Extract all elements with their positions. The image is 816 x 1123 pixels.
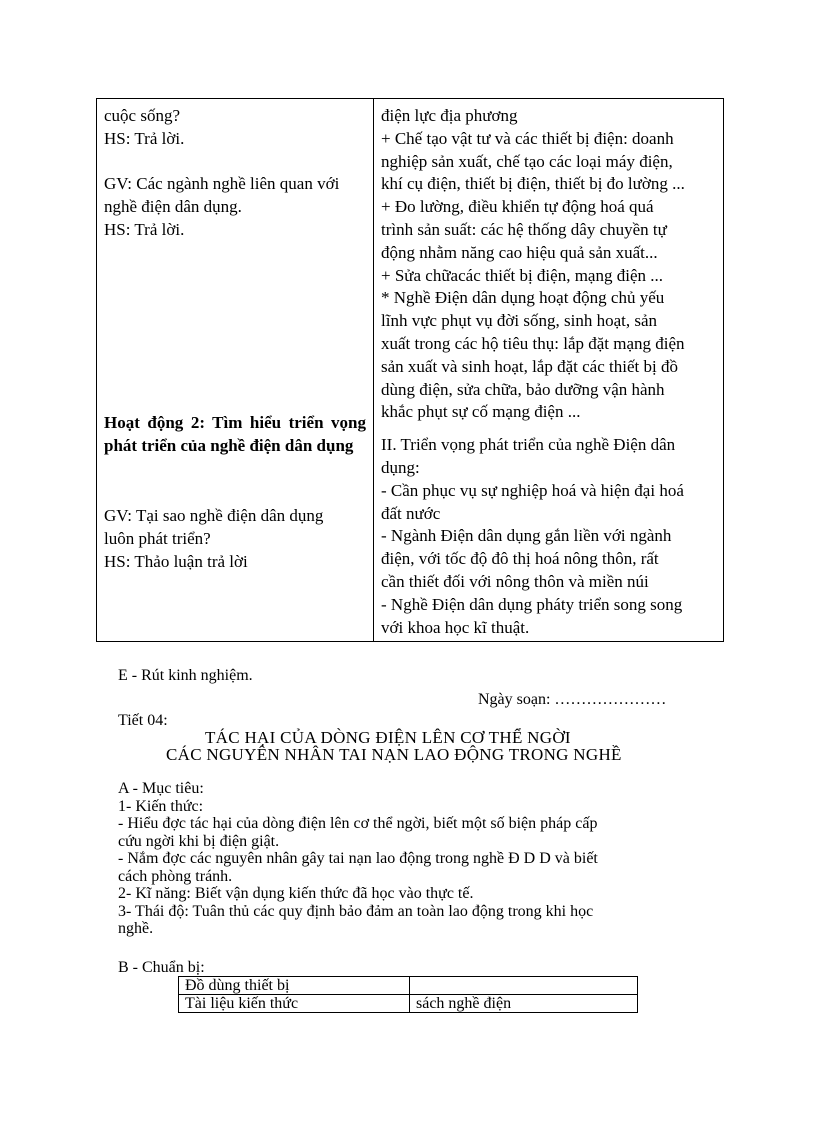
left-line: GV: Tại sao nghề điện dân dụng [104,506,324,526]
right-line: dụng: [381,457,420,477]
section-e-heading: E - Rút kinh nghiệm. [118,667,253,684]
lesson-activity-table [96,98,724,642]
knowledge-heading: 1- Kiến thức: [118,797,204,815]
objectives-block [118,780,708,938]
prep-cell [410,977,638,995]
right-line: + Đo lường, điều khiển tự động hoá quá [381,197,654,217]
prep-cell: Đồ dùng thiết bị [179,977,410,995]
objective-line: nghề. [118,920,154,937]
right-line: trình sản suất: các hệ thống dây chuyền tự [381,219,667,239]
right-line: * Nghề Điện dân dụng hoạt động chủ yếu [381,288,665,308]
left-line: HS: Trả lời. [104,219,185,239]
objective-line: - Hiểu đợc tác hại của dòng điện lên cơ thể ngời, biết một số biện pháp cấp [118,815,598,832]
content-column [374,99,724,642]
right-line: - Ngành Điện dân dụng gắn liền với ngành [381,526,672,546]
left-line: HS: Thảo luận trả lời [104,551,248,571]
objective-line: - Nắm đợc các nguyên nhân gây tai nạn lao động trong nghề Đ D D và biết [118,850,598,867]
right-line: động nhằm năng cao hiệu quả sản xuất... [381,242,658,262]
right-line: lĩnh vực phụt vụ đời sống, sinh hoạt, sản [381,311,658,331]
section-ii-heading: II. Triển vọng phát triển của nghề Điện dân [381,435,676,455]
date-line: Ngày soạn: ………………… [478,691,667,708]
right-line: sản xuất và sinh hoạt, lắp đặt các thiết bị đồ [381,356,678,376]
left-line: cuộc sống? [104,106,181,125]
left-line: HS: Trả lời. [104,128,185,148]
right-line: dùng điện, sửa chữa, bảo dưỡng vận hành [381,379,665,399]
right-line: xuất trong các hộ tiêu thụ: lắp đặt mạng điện [381,333,685,353]
right-line: đất nước [381,503,441,523]
attitude-line: 3- Thái độ: Tuân thủ các quy định bảo đảm an toàn lao động trong khi học [118,902,594,920]
right-line: - Cần phục vụ sự nghiệp hoá và hiện đại hoá [381,480,684,500]
table-row [179,977,638,995]
prep-cell: sách nghề điện [410,995,638,1013]
right-line: nghiệp sản xuất, chế tạo các loại máy điện, [381,151,673,171]
objective-line: cách phòng tránh. [118,867,233,885]
preparation-table [178,976,638,1013]
right-line: - Nghề Điện dân dụng pháty triển song song [381,594,683,614]
section-b-heading: B - Chuẩn bị: [118,959,205,976]
right-line: với khoa học kĩ thuật. [381,617,530,637]
right-line: khí cụ điện, thiết bị điện, thiết bị đo lường ... [381,174,685,194]
lesson-number: Tiết 04: [118,712,168,729]
left-line: GV: Các ngành nghề liên quan với [104,174,340,194]
activity-2-heading: Hoạt động 2: Tìm hiểu triển vọng phát triển của nghề điện dân dụng [104,412,366,455]
objective-line: cứu ngời khi bị điện giật. [118,832,280,850]
table-row [179,995,638,1013]
skills-line: 2- Kĩ năng: Biết vận dụng kiến thức đã học vào thực tế. [118,885,474,902]
objectives-heading: A - Mục tiêu: [118,780,204,797]
left-line: nghề điện dân dụng. [104,197,242,217]
right-line: cần thiết đối với nông thôn và miền núi [381,571,649,591]
right-line: + Sửa chữacác thiết bị điện, mạng điện ... [381,265,663,285]
left-line: luôn phát triển? [104,529,211,549]
right-line: điện lực địa phương [381,106,518,125]
teacher-student-activity-column [97,99,374,642]
prep-cell: Tài liệu kiến thức [179,995,410,1013]
right-line: điện, với tốc độ đô thị hoá nông thôn, rất [381,549,659,569]
lesson-title-line-1: TÁC HẠI CỦA DÒNG ĐIỆN LÊN CƠ THỂ NGỜI [205,728,571,747]
lesson-title-line-2: CÁC NGUYÊN NHÂN TAI NẠN LAO ĐỘNG TRONG NGHỀ [166,745,622,764]
right-line: + Chế tạo vật tư và các thiết bị điện: doanh [381,128,674,148]
right-line: khắc phụt sự cố mạng điện ... [381,402,581,422]
